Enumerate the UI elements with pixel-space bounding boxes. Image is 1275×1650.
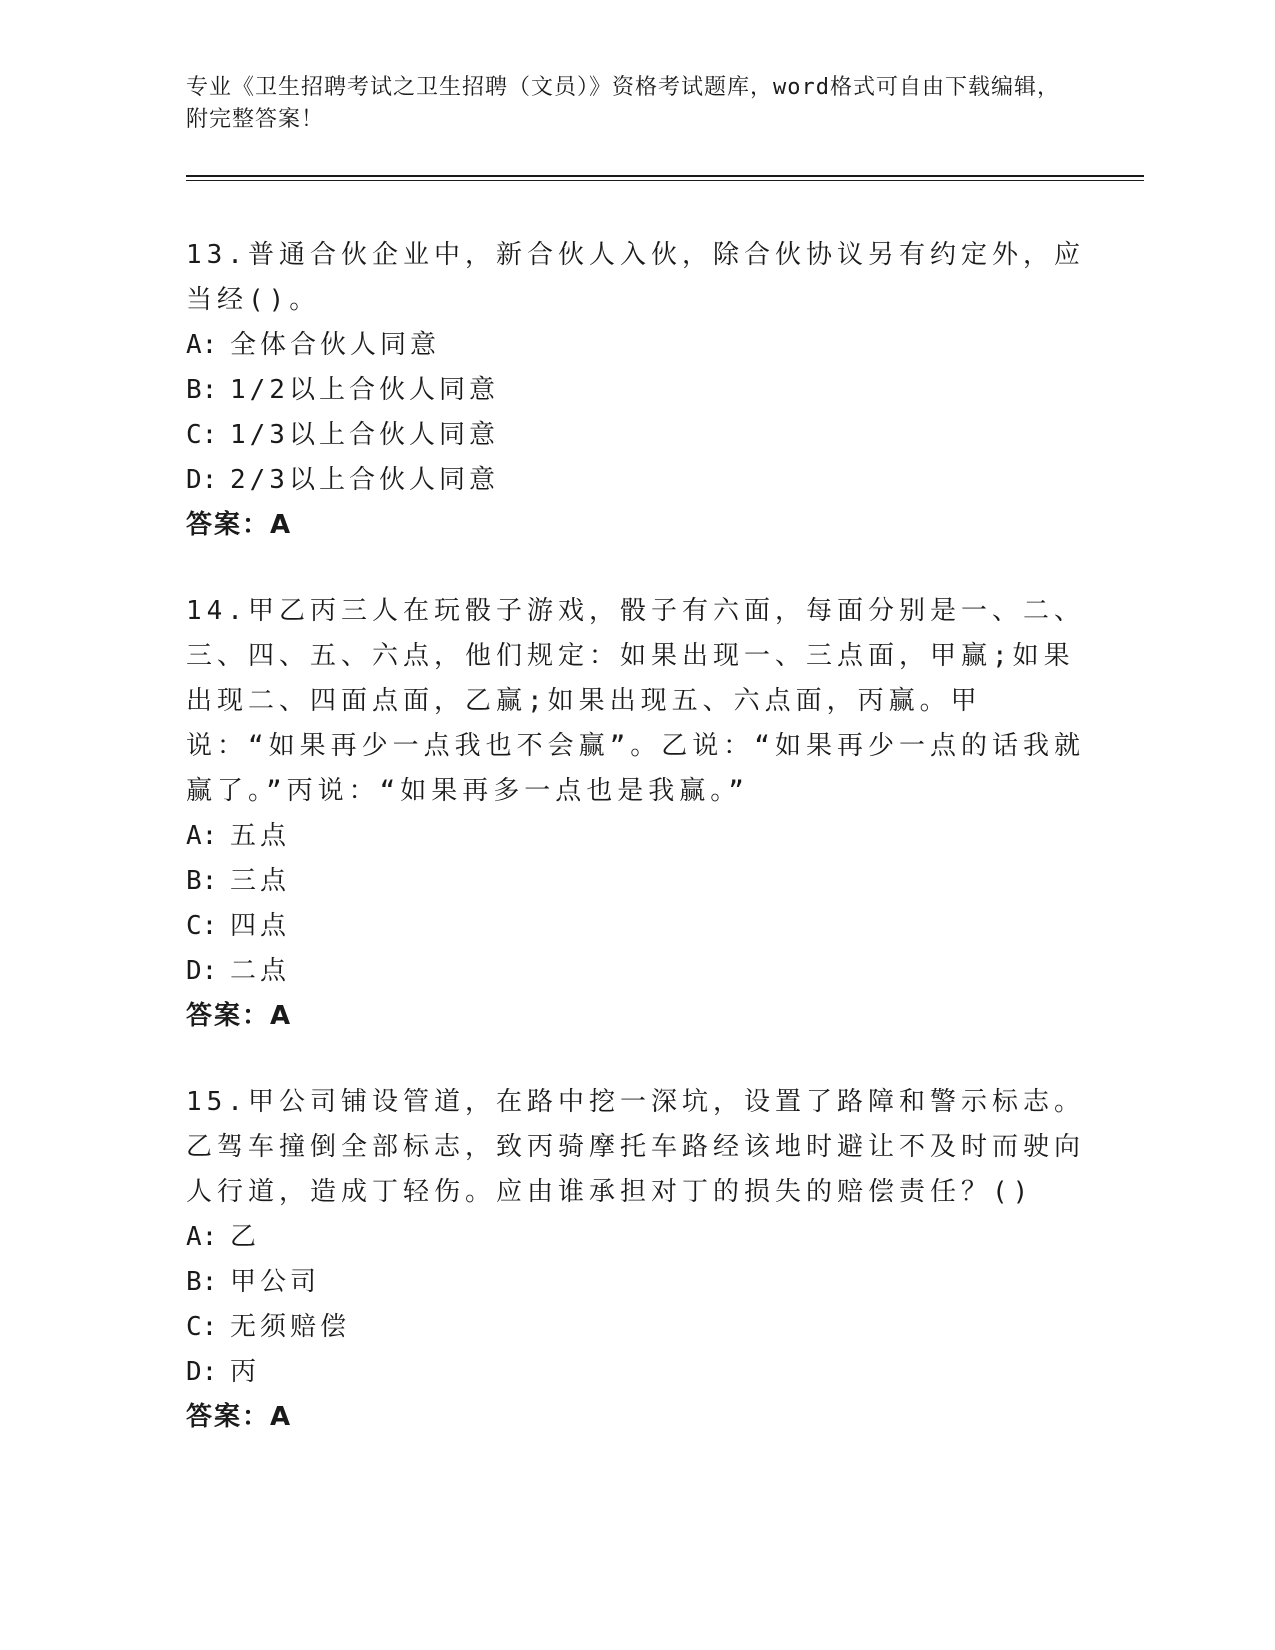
- question-14: [186, 589, 1086, 1039]
- option-letter: C:: [186, 420, 218, 450]
- option-b: [186, 1260, 1086, 1305]
- answer-line: 答案：A: [186, 510, 293, 540]
- option-text: 三点: [230, 866, 291, 896]
- option-letter: C:: [186, 1312, 218, 1342]
- option-b: [186, 368, 1086, 413]
- option-c: [186, 1305, 1086, 1350]
- option-text: 全体合伙人同意: [230, 330, 441, 360]
- option-text: 甲公司: [230, 1267, 321, 1297]
- option-text: 四点: [230, 911, 291, 941]
- answer-line: 答案：A: [186, 1001, 293, 1031]
- option-letter: A:: [186, 330, 218, 360]
- option-text: 无须赔偿: [230, 1312, 351, 1342]
- option-a: [186, 1215, 1086, 1260]
- document-header: 专业《卫生招聘考试之卫生招聘（文员）》资格考试题库，word格式可自由下载编辑，附完整答案！: [186, 75, 1060, 132]
- option-letter: D:: [186, 465, 218, 495]
- option-letter: D:: [186, 1357, 218, 1387]
- question-13: [186, 233, 1086, 548]
- option-text: 2/3以上合伙人同意: [230, 465, 499, 495]
- option-letter: D:: [186, 956, 218, 986]
- option-text: 1/2以上合伙人同意: [230, 375, 499, 405]
- option-a: [186, 814, 1086, 859]
- option-letter: C:: [186, 911, 218, 941]
- option-b: [186, 859, 1086, 904]
- header-divider-thick: [186, 175, 1144, 177]
- option-letter: B:: [186, 1267, 218, 1297]
- option-text: 丙: [230, 1357, 261, 1387]
- question-stem: 14.甲乙丙三人在玩骰子游戏，骰子有六面，每面分别是一、二、三、四、五、六点，他们规定：如果出现一、三点面，甲赢;如果出现二、四面点面，乙赢;如果出现五、六点面，丙赢。甲说：“如果再少一点我也不会赢”。乙说：“如果再少一点的话我就赢了。”丙说：“如果再多一点也是我赢。”: [186, 596, 1085, 806]
- option-d: [186, 458, 1086, 503]
- option-a: [186, 323, 1086, 368]
- option-d: [186, 949, 1086, 994]
- option-text: 五点: [230, 821, 291, 851]
- option-letter: A:: [186, 1222, 218, 1252]
- option-text: 二点: [230, 956, 291, 986]
- option-letter: B:: [186, 375, 218, 405]
- option-c: [186, 413, 1086, 458]
- option-c: [186, 904, 1086, 949]
- question-list: [186, 233, 1086, 1481]
- answer-line: 答案：A: [186, 1402, 293, 1432]
- option-letter: A:: [186, 821, 218, 851]
- option-text: 1/3以上合伙人同意: [230, 420, 499, 450]
- option-text: 乙: [230, 1222, 261, 1252]
- option-d: [186, 1350, 1086, 1395]
- option-letter: B:: [186, 866, 218, 896]
- question-stem: 13.普通合伙企业中，新合伙人入伙，除合伙协议另有约定外，应当经()。: [186, 240, 1085, 315]
- question-15: [186, 1080, 1086, 1440]
- header-divider-thin: [186, 180, 1144, 181]
- question-stem: 15.甲公司铺设管道，在路中挖一深坑，设置了路障和警示标志。乙驾车撞倒全部标志，致丙骑摩托车路经该地时避让不及时而驶向人行道，造成丁轻伤。应由谁承担对丁的损失的赔偿责任？(): [186, 1087, 1086, 1207]
